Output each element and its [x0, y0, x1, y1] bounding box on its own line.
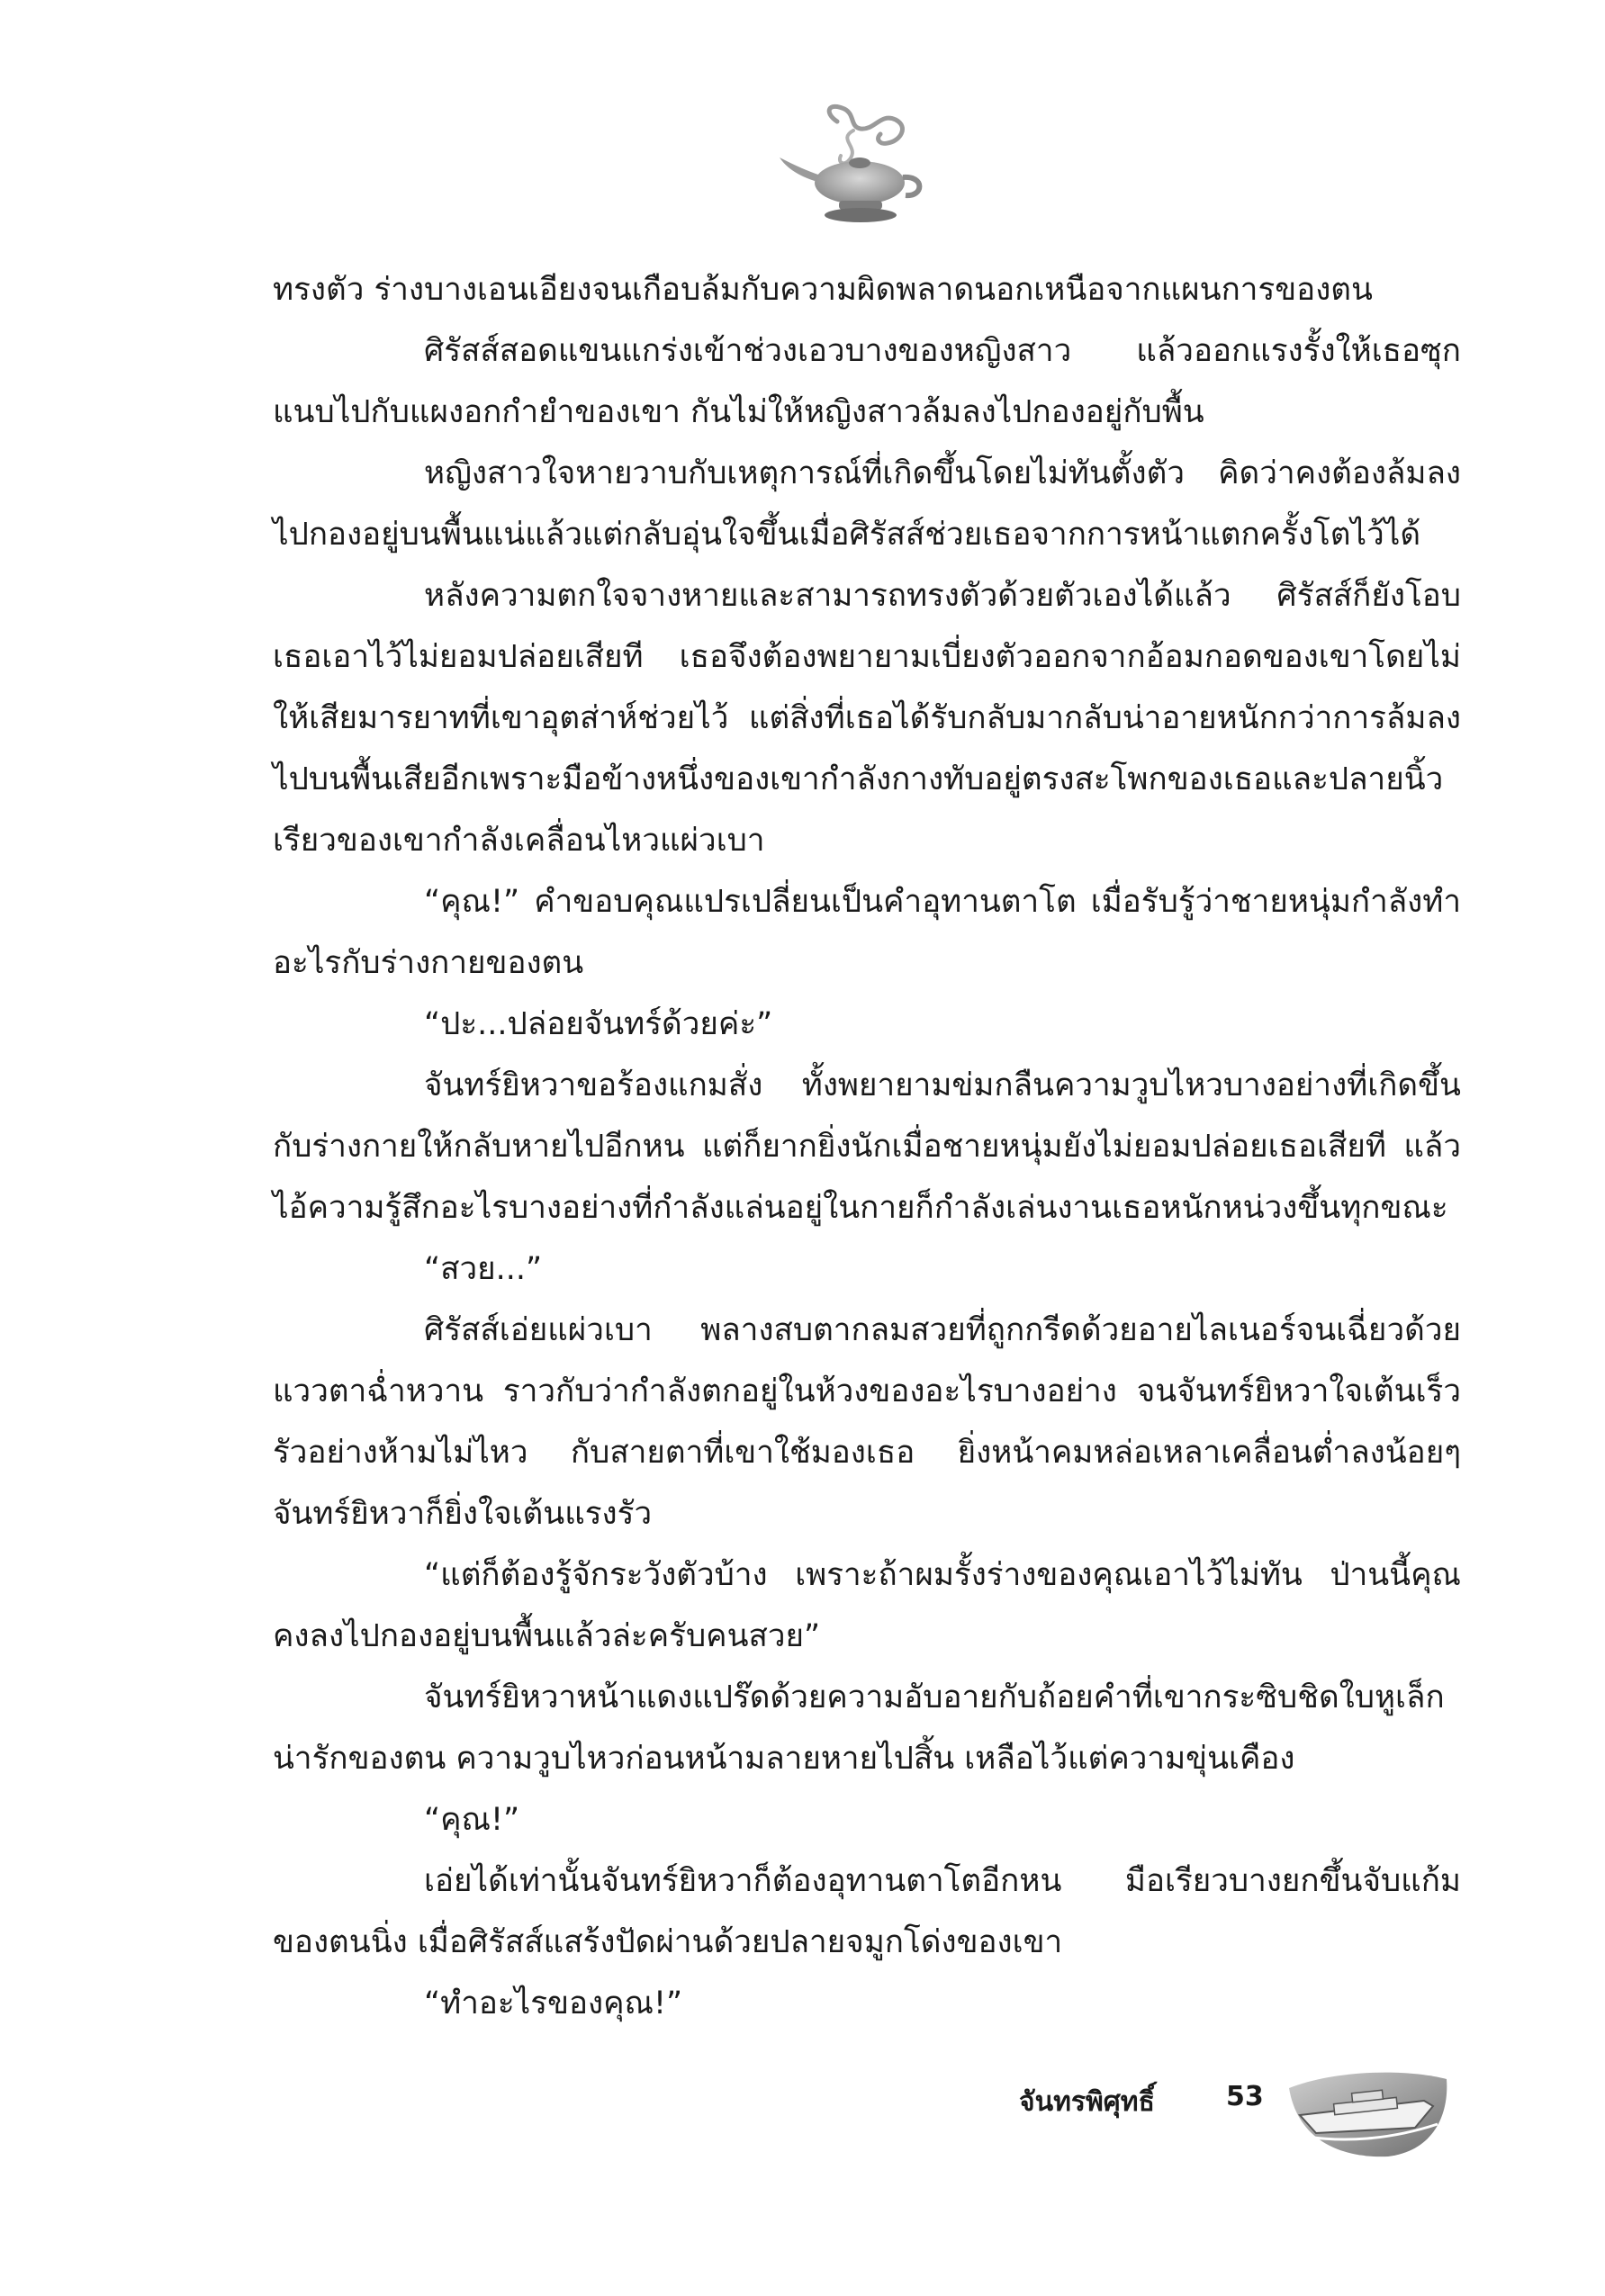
paragraph: เอ่ยได้เท่านั้นจันทร์ยิหวาก็ต้องอุทานตาโตอีกหน มือเรียวบางยกขึ้นจับแก้มของตนนิ่ง เมื่อศิรัสส์แสร้งปัดผ่านด้วยปลายจมูกโด่งของเขา: [273, 1863, 1461, 1960]
paragraph: “แต่ก็ต้องรู้จักระวังตัวบ้าง เพราะถ้าผมรั้งร่างของคุณเอาไว้ไม่ทัน ป่านนี้คุณคงลงไปกองอยู่บนพื้นแล้วล่ะครับคนสวย”: [273, 1557, 1461, 1654]
genie-lamp-icon: [774, 104, 927, 225]
running-title: จันทรพิศุทธิ์: [1019, 2086, 1155, 2118]
paragraph: จันทร์ยิหวาขอร้องแกมสั่ง ทั้งพยายามข่มกลืนความวูบไหวบางอย่างที่เกิดขึ้นกับร่างกายให้กลับหายไปอีกหน แต่ก็ยากยิ่งนักเมื่อชายหนุ่มยังไม่ยอมปล่อยเธอเสียที แล้วไอ้ความรู้สึกอะไรบางอย่างที่กำลังแล่นอยู่ในกายก็กำลังเล่นงานเธอหนักหน่วงขึ้นทุกขณะ: [273, 1067, 1461, 1226]
paragraph: จันทร์ยิหวาหน้าแดงแปร๊ดด้วยความอับอายกับถ้อยคำที่เขากระซิบชิดใบหูเล็กน่ารักของตน ความวูบไหวก่อนหน้ามลายหายไปสิ้น เหลือไว้แต่ความขุ่นเคือง: [273, 1679, 1445, 1777]
paragraph: “ทำอะไรของคุณ!”: [424, 1985, 683, 2021]
paragraph: หลังความตกใจจางหายและสามารถทรงตัวด้วยตัวเองได้แล้ว ศิรัสส์ก็ยังโอบเธอเอาไว้ไม่ยอมปล่อยเสียที เธอจึงต้องพยายามเบี่ยงตัวออกจากอ้อมกอดของเขาโดยไม่ให้เสียมารยาทที่เขาอุตส่าห์ช่วยไว้ แต่สิ่งที่เธอได้รับกลับมากลับน่าอายหนักกว่าการล้มลงไปบนพื้นเสียอีกเพราะมือข้างหนึ่งของเขากำลังกางทับอยู่ตรงสะโพกของเธอและปลายนิ้วเรียวของเขากำลังเคลื่อนไหวแผ่วเบา: [273, 578, 1461, 859]
page-footer: [1019, 2061, 1451, 2160]
paragraph: หญิงสาวใจหายวาบกับเหตุการณ์ที่เกิดขึ้นโดยไม่ทันตั้งตัว คิดว่าคงต้องล้มลงไปกองอยู่บนพื้นแน่แล้วแต่กลับอุ่นใจขึ้นเมื่อศิรัสส์ช่วยเธอจากการหน้าแตกครั้งโตไว้ได้: [273, 455, 1461, 553]
body-text: [273, 259, 1461, 2034]
paragraph: “สวย...”: [424, 1251, 543, 1287]
paragraph: ศิรัสส์เอ่ยแผ่วเบา พลางสบตากลมสวยที่ถูกกรีดด้วยอายไลเนอร์จนเฉี่ยวด้วยแววตาฉ่ำหวาน ราวกับว่ากำลังตกอยู่ในห้วงของอะไรบางอย่าง จนจันทร์ยิหวาใจเต้นเร็วรัวอย่างห้ามไม่ไหว กับสายตาที่เขาใช้มองเธอ ยิ่งหน้าคมหล่อเหลาเคลื่อนต่ำลงน้อยๆ จันทร์ยิหวาก็ยิ่งใจเต้นแรงรัว: [273, 1312, 1461, 1532]
paragraph: ศิรัสส์สอดแขนแกร่งเข้าช่วงเอวบางของหญิงสาว แล้วออกแรงรั้งให้เธอซุกแนบไปกับแผงอกกำยำของเขา กันไม่ให้หญิงสาวล้มลงไปกองอยู่กับพื้น: [273, 333, 1461, 430]
paragraph: “ปะ...ปล่อยจันทร์ด้วยค่ะ”: [424, 1006, 773, 1042]
paragraph: “คุณ!” คำขอบคุณแปรเปลี่ยนเป็นคำอุทานตาโต เมื่อรับรู้ว่าชายหนุ่มกำลังทำอะไรกับร่างกายของตน: [273, 884, 1461, 981]
paragraph: ทรงตัว ร่างบางเอนเอียงจนเกือบล้มกับความผิดพลาดนอกเหนือจากแผนการของตน: [273, 272, 1373, 308]
cruise-ship-icon: [1280, 2061, 1451, 2160]
paragraph: “คุณ!”: [424, 1802, 520, 1838]
page-number: 53: [1226, 2081, 1264, 2112]
